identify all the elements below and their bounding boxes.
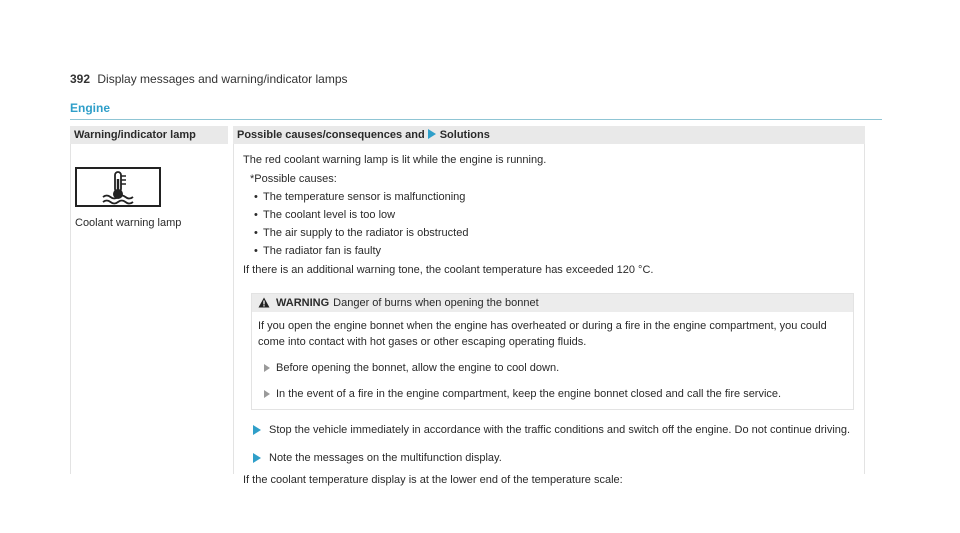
intro-text: The red coolant warning lamp is lit while the engine is running. [243,154,547,166]
lamp-cell [70,144,228,474]
warning-body-text: If you open the engine bonnet when the engine has overheated or during a fire in the engine compartment, you could come into contact with hot gases or other escaping operating fluids. [258,320,827,348]
lower-end-text: If the coolant temperature display is at the lower end of the temperature scale: [243,474,623,486]
solutions-list [243,422,854,466]
page-header-title: Display messages and warning/indicator lamps [97,72,348,86]
warning-step: In the event of a fire in the engine compartment, keep the engine bonnet closed and call the fire service. [258,386,845,402]
warning-table [70,126,865,486]
list-item: • The radiator fan is faulty [243,242,864,260]
list-item: • The temperature sensor is malfunctioning [243,188,864,206]
col-header-causes [233,126,865,144]
list-item: • The air supply to the radiator is obstructed [243,224,864,242]
warning-step: Before opening the bonnet, allow the engine to cool down. [258,360,845,376]
coolant-temperature-icon [75,167,161,207]
col-header-causes-suffix: Solutions [439,129,490,141]
warning-body [252,312,853,409]
col-header-lamp: Warning/indicator lamp [70,126,228,144]
section-divider [70,119,882,120]
warning-triangle-icon [258,297,270,308]
col-header-causes-prefix: Possible causes/consequences and [237,129,425,141]
solution-step: Note the messages on the multifunction display. [243,450,854,466]
causes-cell [233,144,865,486]
additional-tone-text: If there is an additional warning tone, the coolant temperature has exceeded 120 °C. [243,264,654,276]
arrow-right-icon [428,129,436,139]
solution-step: Stop the vehicle immediately in accordance with the traffic conditions and switch off the engine. Do not continue driving. [243,422,854,438]
warning-title: Danger of burns when opening the bonnet [333,297,539,309]
table-header [70,126,865,144]
page-number: 392 [70,72,91,86]
warning-box [251,293,854,410]
lamp-label: Coolant warning lamp [75,217,182,229]
possible-causes-label: *Possible causes: [250,173,337,185]
warning-header [252,294,853,312]
list-item: • The coolant level is too low [243,206,864,224]
warning-label: WARNING [276,297,330,309]
table-row [70,144,865,486]
causes-list [243,188,864,260]
section-title: Engine [70,101,111,115]
page-header [70,72,348,86]
